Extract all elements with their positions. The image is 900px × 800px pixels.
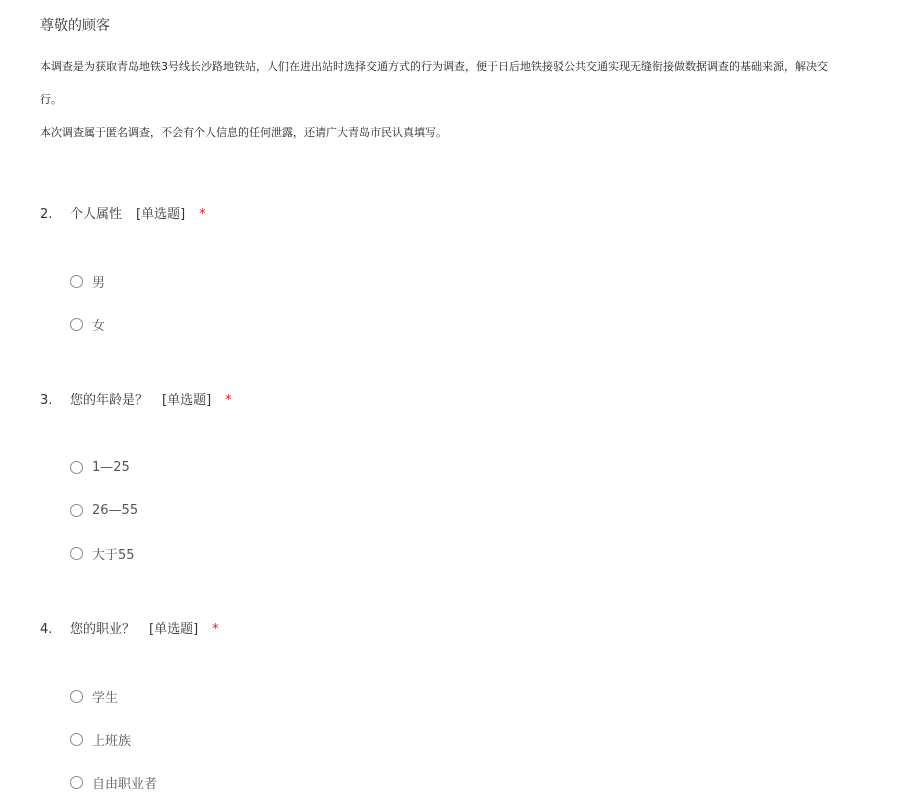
question-number: 2.	[40, 207, 53, 222]
option-label: 大于55	[92, 547, 135, 563]
option-age-1-25[interactable]	[70, 458, 130, 476]
radio-button[interactable]	[70, 733, 83, 746]
option-label: 上班族	[92, 733, 132, 749]
option-office-worker[interactable]	[70, 730, 131, 748]
option-label: 自由职业者	[92, 776, 158, 792]
option-male[interactable]	[70, 272, 105, 290]
question-number: 4.	[40, 622, 53, 637]
required-marker: *	[212, 622, 219, 637]
radio-button[interactable]	[70, 547, 83, 560]
option-label: 26—55	[92, 502, 139, 518]
intro-line-3: 本次调查属于匿名调查，不会有个人信息的任何泄露，还请广大青岛市民认真填写。	[40, 126, 447, 139]
radio-button[interactable]	[70, 318, 83, 331]
question-text: 您的职业？	[70, 622, 136, 637]
option-female[interactable]	[70, 315, 105, 333]
option-student[interactable]	[70, 687, 118, 705]
question-4-title	[40, 618, 219, 637]
radio-button[interactable]	[70, 690, 83, 703]
greeting-heading: 尊敬的顾客	[40, 18, 110, 34]
required-marker: *	[225, 393, 232, 408]
question-text: 个人属性	[70, 207, 123, 222]
intro-line-1: 本调查是为获取青岛地铁3号线长沙路地铁站，人们在进出站时选择交通方式的行为调查，便于日后地铁接驳公共交通实现无缝衔接做数据调查的基础来源，解决交	[40, 60, 828, 73]
required-marker: *	[199, 207, 206, 222]
question-type-label: [单选题]	[136, 207, 186, 222]
intro-line-2: 行。	[40, 93, 62, 106]
option-label: 女	[92, 318, 106, 334]
option-freelancer[interactable]	[70, 773, 157, 791]
question-type-label: [单选题]	[149, 622, 199, 637]
question-3-title	[40, 389, 232, 408]
question-text: 您的年龄是？	[70, 393, 149, 408]
option-age-over-55[interactable]	[70, 544, 135, 562]
option-label: 学生	[92, 690, 119, 706]
radio-button[interactable]	[70, 461, 83, 474]
radio-button[interactable]	[70, 275, 83, 288]
radio-button[interactable]	[70, 504, 83, 517]
question-2-title	[40, 203, 206, 222]
option-age-26-55[interactable]	[70, 501, 138, 519]
question-type-label: [单选题]	[162, 393, 212, 408]
option-label: 1—25	[92, 459, 130, 475]
question-number: 3.	[40, 393, 53, 408]
option-label: 男	[92, 275, 106, 291]
radio-button[interactable]	[70, 776, 83, 789]
